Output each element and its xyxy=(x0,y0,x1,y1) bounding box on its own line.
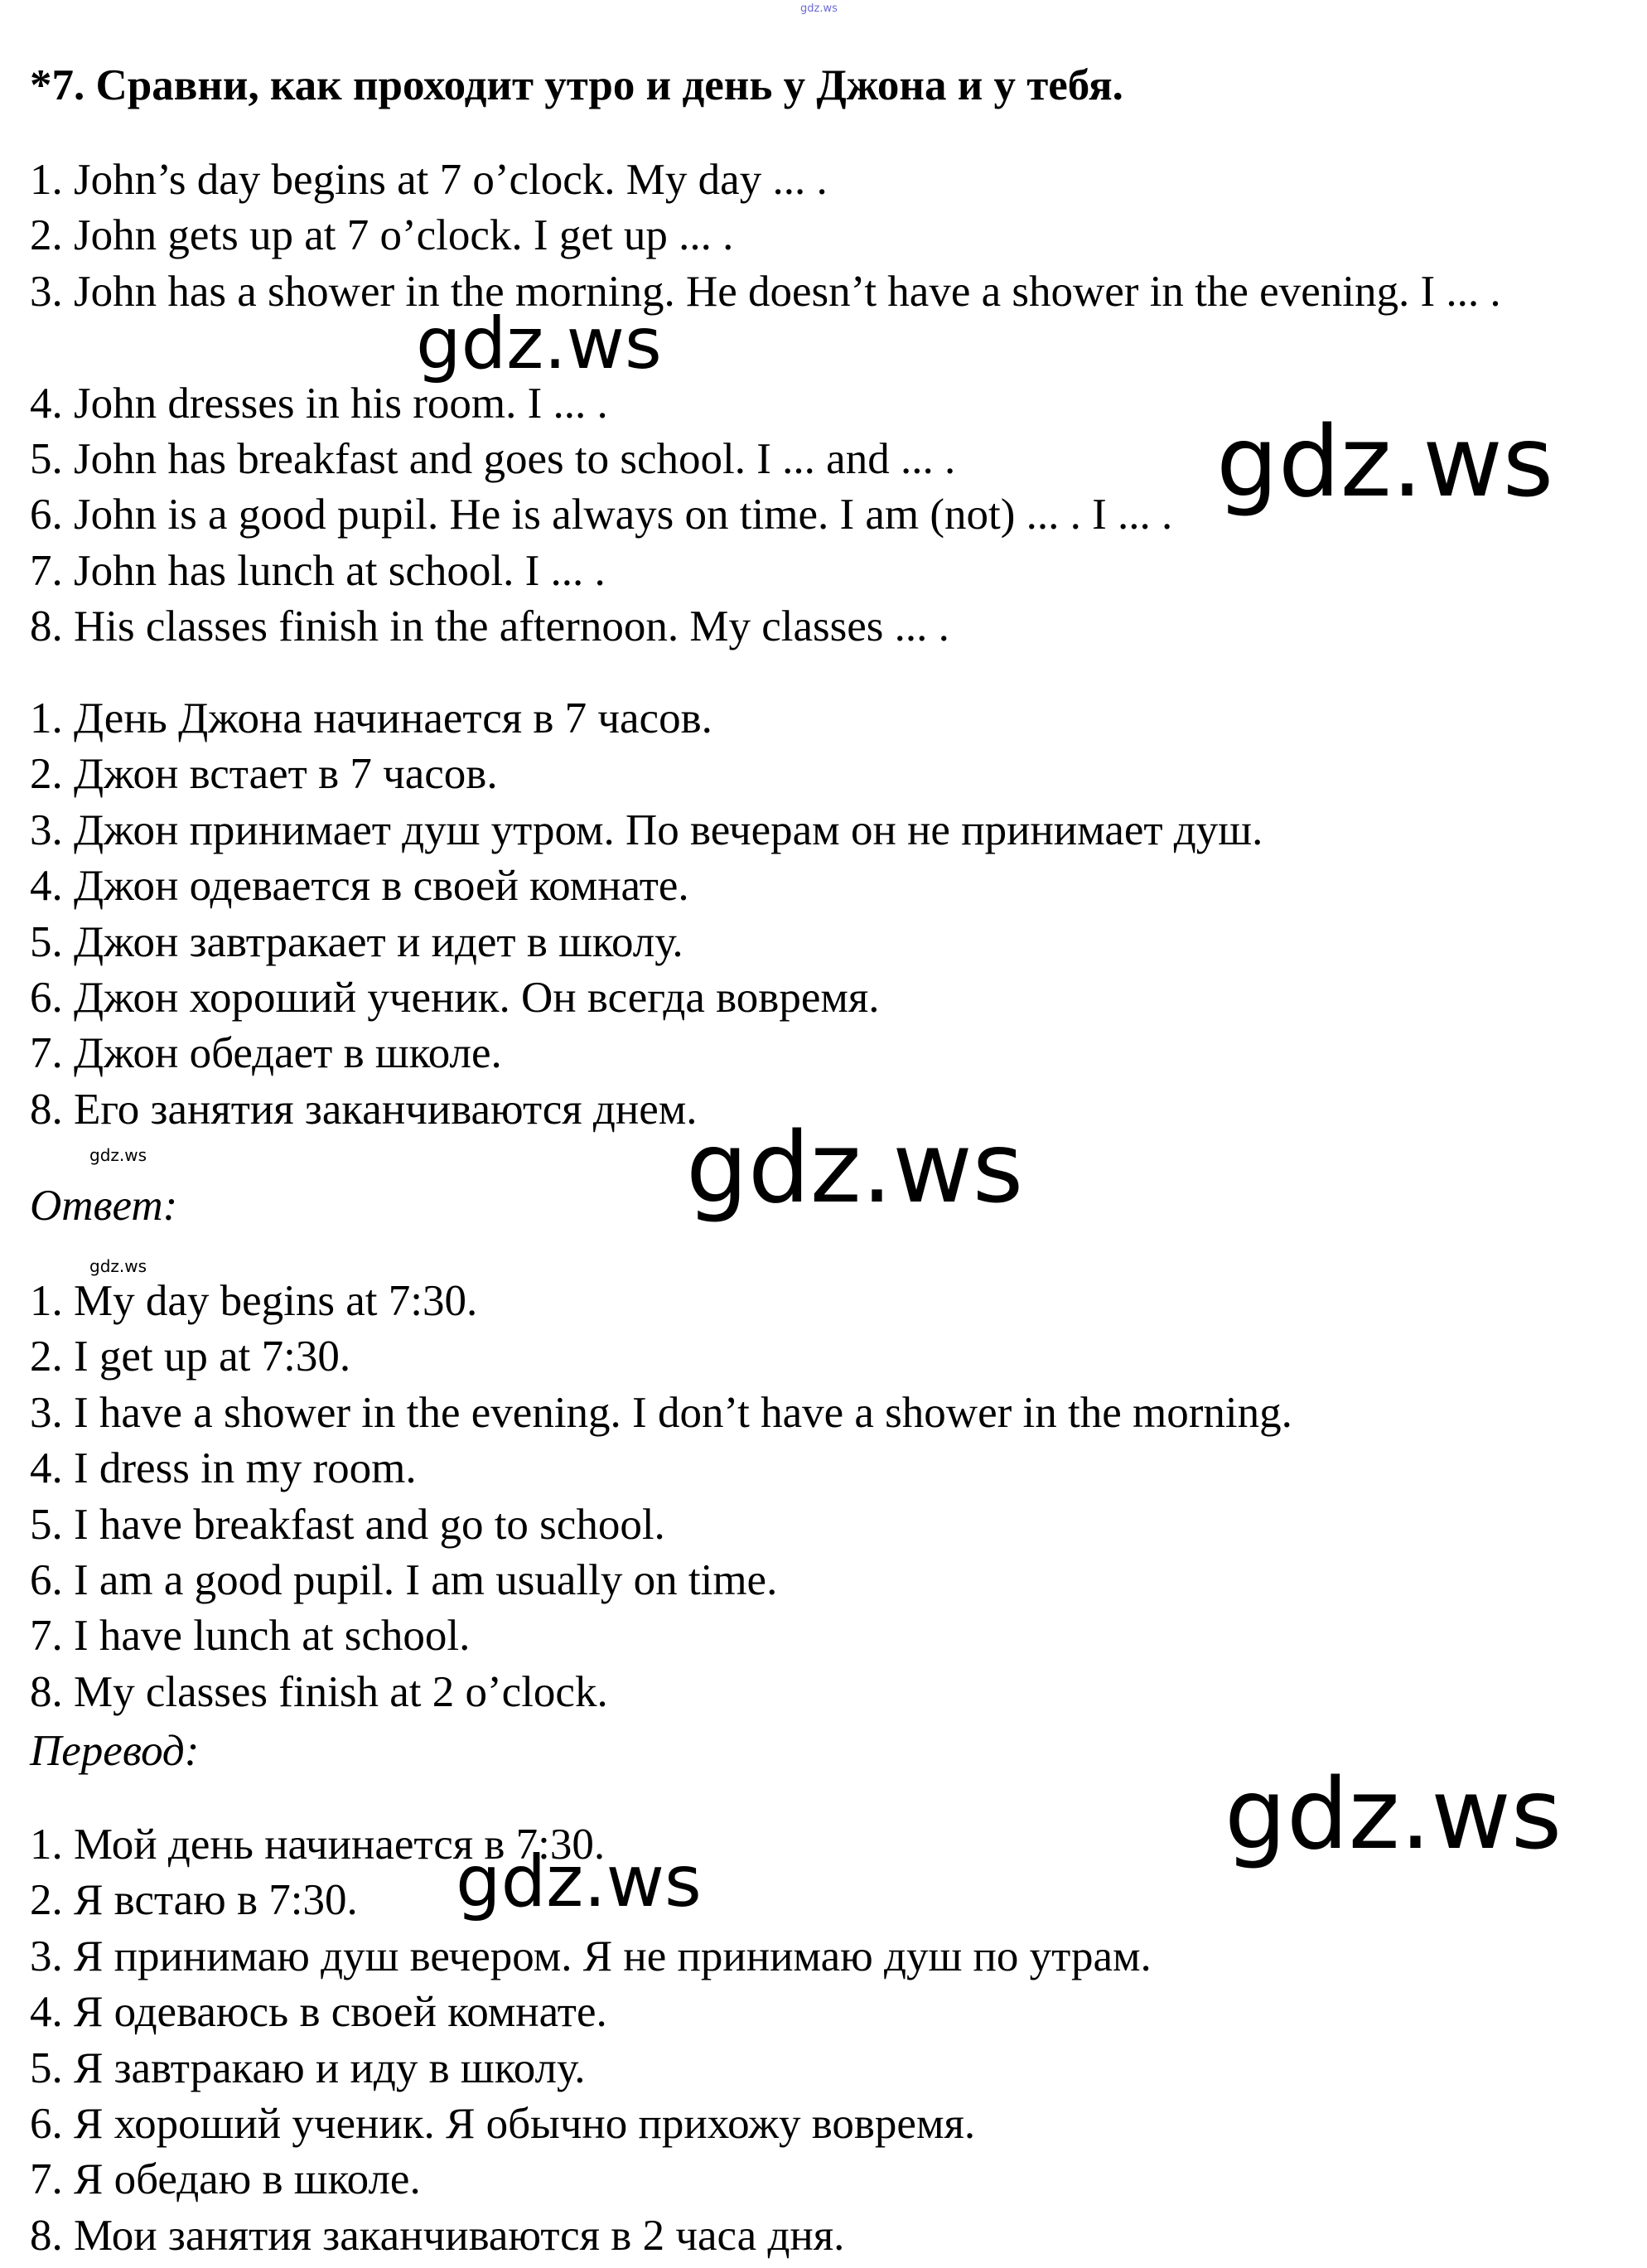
list-item: 6. John is a good pupil. He is always on time. I am (not) ... . I ... . xyxy=(30,491,1173,539)
watermark-top: gdz.ws xyxy=(800,2,838,15)
exercise-heading: *7. Сравни, как проходит утро и день у Джона и у тебя. xyxy=(30,61,1123,109)
watermark: gdz.ws xyxy=(416,302,662,385)
list-item: 5. John has breakfast and goes to school. I ... and ... . xyxy=(30,434,956,483)
list-item: 2. I get up at 7:30. xyxy=(30,1332,351,1381)
list-item: 3. Джон принимает душ утром. По вечерам он не принимает душ. xyxy=(30,805,1263,854)
list-item: 5. Я завтракаю и иду в школу. xyxy=(30,2043,586,2092)
watermark: gdz.ws xyxy=(1216,404,1554,519)
list-item: 7. John has lunch at school. I ... . xyxy=(30,546,606,595)
list-item: 8. Мои занятия заканчиваются в 2 часа дня. xyxy=(30,2211,845,2260)
list-item: 4. Джон одевается в своей комнате. xyxy=(30,862,689,911)
list-item: 7. I have lunch at school. xyxy=(30,1612,471,1661)
watermark: gdz.ws xyxy=(456,1840,702,1923)
answer-list xyxy=(30,1274,1292,1720)
list-item: 3. John has a shower in the morning. He doesn’t have a shower in the evening. I ... . xyxy=(30,267,1501,316)
list-item: 6. Я хороший ученик. Я обычно прихожу вовремя. xyxy=(30,2099,976,2148)
list-item: 2. Джон встает в 7 часов. xyxy=(30,750,498,799)
list-item: 5. I have breakfast and go to school. xyxy=(30,1500,665,1549)
list-item: 2. John gets up at 7 o’clock. I get up ... . xyxy=(30,211,734,260)
list-item: 3. Я принимаю душ вечером. Я не принимаю душ по утрам. xyxy=(30,1932,1152,1980)
list-item: 3. I have a shower in the evening. I don’t have a shower in the morning. xyxy=(30,1388,1292,1437)
watermark: gdz.ws xyxy=(686,1110,1024,1225)
list-item: 6. Джон хороший ученик. Он всегда вовремя. xyxy=(30,973,880,1022)
list-item: 1. John’s day begins at 7 o’clock. My day ... . xyxy=(30,156,828,204)
list-item: 8. Его занятия заканчиваются днем. xyxy=(30,1085,698,1134)
list-item: 7. Джон обедает в школе. xyxy=(30,1029,502,1078)
translation-label: Перевод: xyxy=(30,1727,200,1775)
watermark-small: gdz.ws xyxy=(89,1256,147,1276)
list-item: 4. John dresses in his room. I ... . xyxy=(30,379,608,428)
list-item: 6. I am a good pupil. I am usually on time. xyxy=(30,1555,778,1604)
watermark-small: gdz.ws xyxy=(89,1145,147,1165)
list-item: 1. Мой день начинается в 7:30. xyxy=(30,1821,606,1869)
list-item: 1. День Джона начинается в 7 часов. xyxy=(30,694,712,742)
list-item: 4. I dress in my room. xyxy=(30,1444,417,1493)
watermark: gdz.ws xyxy=(1224,1757,1562,1871)
answer-label: Ответ: xyxy=(30,1182,178,1230)
list-item: 5. Джон завтракает и идет в школу. xyxy=(30,917,683,966)
exercise-russian-list xyxy=(30,691,1263,1138)
list-item: 4. Я одеваюсь в своей комнате. xyxy=(30,1988,607,2037)
list-item: 1. My day begins at 7:30. xyxy=(30,1277,478,1325)
list-item: 7. Я обедаю в школе. xyxy=(30,2155,421,2204)
list-item: 2. Я встаю в 7:30. xyxy=(30,1876,358,1925)
list-item: 8. His classes finish in the afternoon. My classes ... . xyxy=(30,602,949,651)
list-item: 8. My classes finish at 2 o’clock. xyxy=(30,1667,608,1716)
